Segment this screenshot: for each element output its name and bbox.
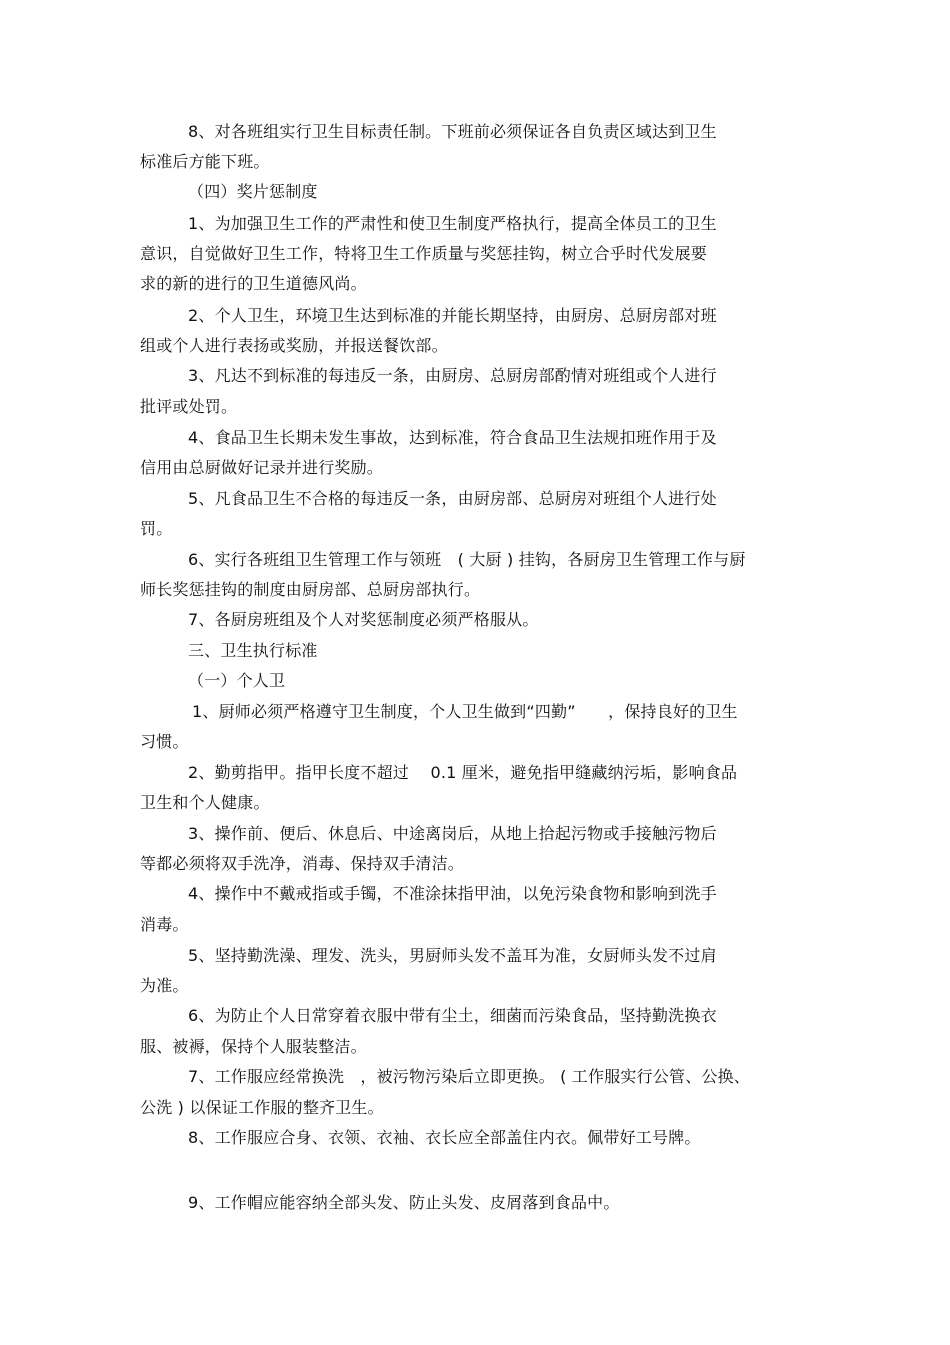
text-line: 卫生和个人健康。 [140,793,270,812]
text-line: 1、厨师必须严格遵守卫生制度，个人卫生做到“四勤” ，保持良好的卫生 [192,702,738,721]
text-line: 意识，自觉做好卫生工作，特将卫生工作质量与奖惩挂钩，树立合乎时代发展要 [140,244,708,263]
text-line: 2、勤剪指甲。指甲长度不超过 0.1 厘米，避免指甲缝藏纳污垢，影响食品 [188,763,738,782]
text-line: 罚。 [140,519,173,538]
text-line: 公洗 ) 以保证工作服的整齐卫生。 [140,1098,384,1117]
text-line: 7、各厨房班组及个人对奖惩制度必须严格服从。 [188,610,539,629]
section-heading: （一）个人卫 [188,671,286,690]
text-line: 8、对各班组实行卫生目标责任制。下班前必须保证各自负责区域达到卫生 [188,122,717,141]
text-line: 等都必须将双手洗净，消毒、保持双手清洁。 [140,854,465,873]
text-line: 3、操作前、便后、休息后、中途离岗后，从地上拾起污物或手接触污物后 [188,824,717,843]
text-line: 信用由总厨做好记录并进行奖励。 [140,458,384,477]
text-line: 8、工作服应合身、衣领、衣袖、衣长应全部盖住内衣。佩带好工号牌。 [188,1128,701,1147]
text-line: 师长奖惩挂钩的制度由厨房部、总厨房部执行。 [140,580,481,599]
text-line: 消毒。 [140,915,189,934]
text-line: 组或个人进行表扬或奖励，并报送餐饮部。 [140,336,448,355]
text-line: 4、食品卫生长期未发生事故，达到标准，符合食品卫生法规扣班作用于及 [188,428,717,447]
text-line: 3、凡达不到标准的每违反一条，由厨房、总厨房部酌情对班组或个人进行 [188,366,717,385]
text-line: 4、操作中不戴戒指或手镯，不准涂抹指甲油，以免污染食物和影响到洗手 [188,884,717,903]
text-line: 6、实行各班组卫生管理工作与领班 ( 大厨 ) 挂钩，各厨房卫生管理工作与厨 [188,550,746,569]
text-line: 5、坚持勤洗澡、理发、洗头，男厨师头发不盖耳为准，女厨师头发不过肩 [188,946,717,965]
text-line: 9、工作帽应能容纳全部头发、防止头发、皮屑落到食品中。 [188,1193,620,1212]
text-line: 批评或处罚。 [140,397,238,416]
text-line: 6、为防止个人日常穿着衣服中带有尘土，细菌而污染食品，坚持勤洗换衣 [188,1006,717,1025]
text-line: 1、为加强卫生工作的严肃性和使卫生制度严格执行，提高全体员工的卫生 [188,214,717,233]
section-heading: （四）奖片惩制度 [188,182,318,201]
text-line: 习惯。 [140,732,189,751]
text-line: 7、工作服应经常换洗 ，被污物污染后立即更换。 ( 工作服实行公管、公换、 [188,1067,750,1086]
text-line: 2、个人卫生，环境卫生达到标准的并能长期坚持，由厨房、总厨房部对班 [188,306,717,325]
text-line: 5、凡食品卫生不合格的每违反一条，由厨房部、总厨房对班组个人进行处 [188,489,717,508]
text-line: 为准。 [140,976,189,995]
text-line: 标准后方能下班。 [140,152,270,171]
text-line: 求的新的进行的卫生道德风尚。 [140,274,367,293]
section-heading: 三、卫生执行标准 [188,641,318,660]
text-line: 服、被褥，保持个人服装整洁。 [140,1037,367,1056]
